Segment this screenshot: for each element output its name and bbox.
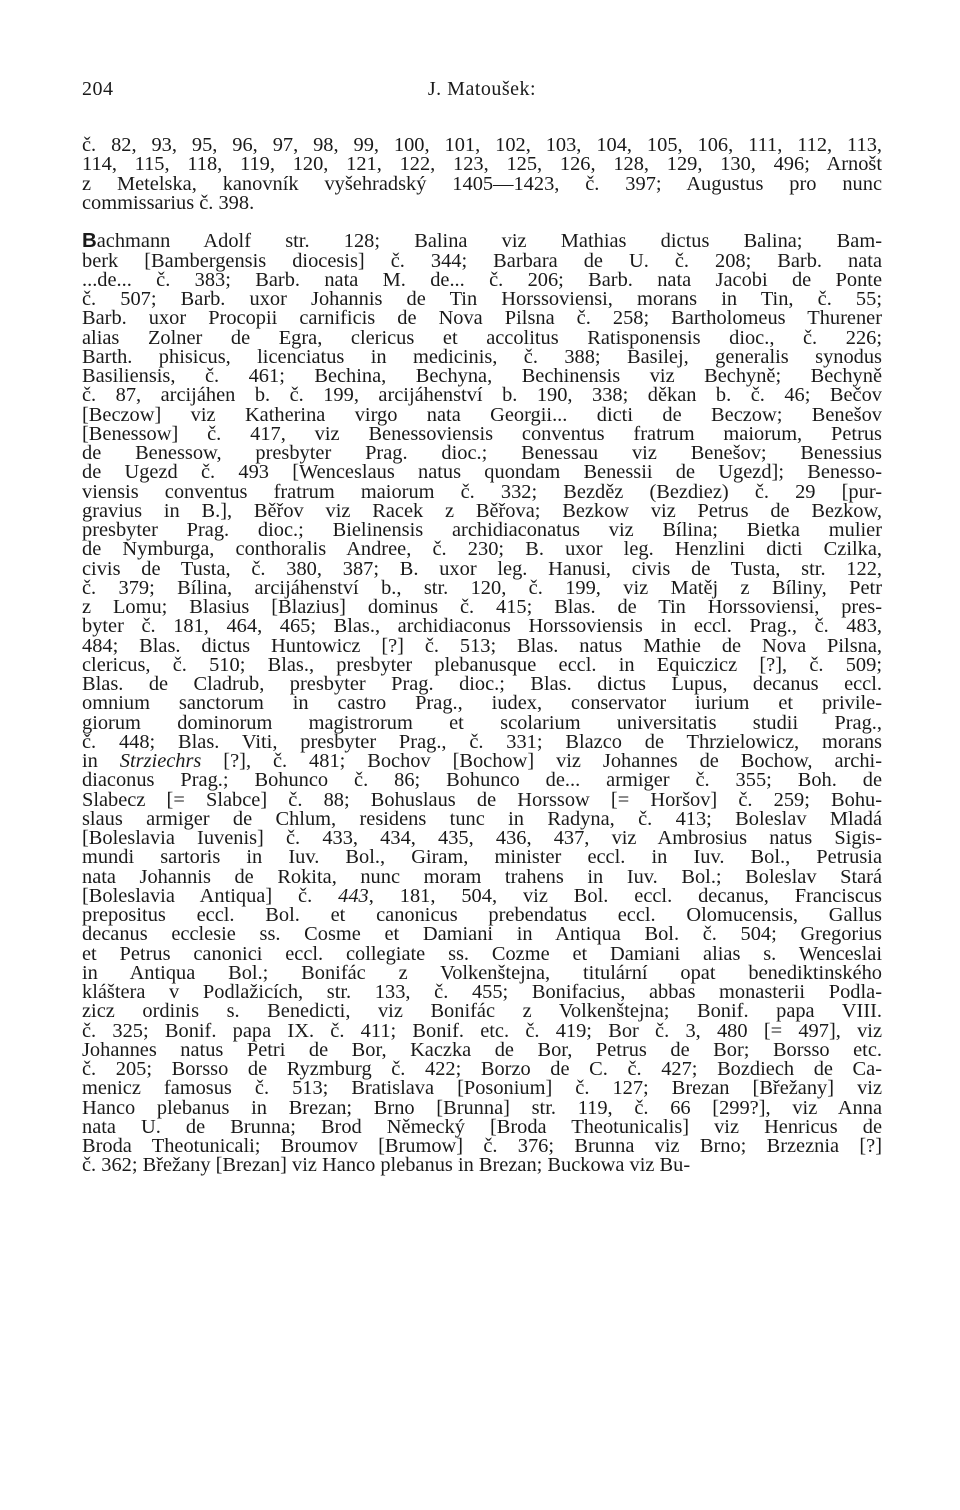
text-line: de Benessow, presbyter Prag. dioc.; Benessau viz Benešov; Benessius xyxy=(82,442,882,464)
text-line: berk [Bambergensis diocesis] č. 344; Barbara de U. č. 208; Barb. nata xyxy=(82,249,882,272)
text-line: clericus, č. 510; Blas., presbyter plebanusque eccl. in Equiczicz [?], č. 509; xyxy=(82,653,882,676)
text-line: nata Johannis de Rokita, nunc moram trahens in Iuv. Bol.; Boleslav Stará xyxy=(82,865,882,888)
text-line: et Petrus canonici eccl. collegiate ss. Cozme et Damiani alias s. Wenceslai xyxy=(82,942,882,965)
text-line: presbyter Prag. dioc.; Bielinensis archidiaconatus viz Bílina; Bietka mulier xyxy=(82,519,882,541)
text-line: commissarius č. 398. xyxy=(82,191,255,214)
text-line: č. 362; Břežany [Brezan] viz Hanco plebanus in Brezan; Buckowa viz Bu- xyxy=(82,1154,691,1177)
text-line: diaconus Prag.; Bohunco č. 86; Bohunco de... armiger č. 355; Boh. de xyxy=(82,769,882,792)
book-page xyxy=(82,78,882,1176)
text-line: z Metelska, kanovník vyšehradský 1405—1423, č. 397; Augustus pro nunc xyxy=(82,172,882,195)
index-text xyxy=(82,136,882,1176)
text-line: in Strziechrs [?], č. 481; Bochov [Bochow] viz Johannes de Bochow, archi- xyxy=(82,750,882,772)
text-line: č. 325; Bonif. papa IX. č. 411; Bonif. etc. č. 419; Bor č. 3, 480 [= 497], viz xyxy=(82,1019,882,1042)
page-number: 204 xyxy=(82,78,114,100)
text-line: 484; Blas. dictus Huntowicz [?] č. 513; Blas. natus Mathie de Nova Pilsna, xyxy=(82,634,882,657)
italic-term: Strziechrs xyxy=(119,750,202,772)
text-line: č. 82, 93, 95, 96, 97, 98, 99, 100, 101, 102, 103, 104, 105, 106, 111, 112, 113, xyxy=(82,134,882,156)
text-line: Basiliensis, č. 461; Bechina, Bechyna, Bechinensis viz Bechyně; Bechyně xyxy=(82,365,882,387)
text-line: decanus ecclesie ss. Cosme et Damiani in Antiqua Bol. č. 504; Gregorius xyxy=(82,923,882,946)
text-line: de Nymburga, conthoralis Andree, č. 230; B. uxor leg. Henzlini dicti Czilka, xyxy=(82,538,882,561)
text-line: mundi sartoris in Iuv. Bol., Giram, minister eccl. in Iuv. Bol., Petrusia xyxy=(82,846,882,869)
text-line: giorum dominorum magistrorum et scolarium universitatis studii Prag., xyxy=(82,711,882,734)
text-line: Slabecz [= Slabce] č. 88; Bohuslaus de Horssow [= Horšov] č. 259; Bohu- xyxy=(82,788,882,811)
text-line: [Beczow] viz Katherina virgo nata Georgii... dicti de Beczow; Benešov xyxy=(82,403,882,426)
text-line: omnium sanctorum in castro Prag., iudex, conservator iurium et privile- xyxy=(82,692,882,715)
text-line: kláštera v Podlažicích, str. 133, č. 455; Bonifacius, abbas monasterii Podla- xyxy=(82,981,882,1003)
text-line: [Boleslavia Iuvenis] č. 433, 434, 435, 436, 437, viz Ambrosius natus Sigis- xyxy=(82,827,882,849)
text-line: in Antiqua Bol.; Bonifác z Volkenštejna, titulární opat benediktinského xyxy=(82,961,882,984)
text-line: 114, 115, 118, 119, 120, 121, 122, 123, 125, 126, 128, 129, 130, 496; Arnošt xyxy=(82,153,882,176)
text-line: alias Zolner de Egra, clericus et accolitus Ratisponensis dioc., č. 226; xyxy=(82,326,882,349)
text-line: Johannes natus Petri de Bor, Kaczka de Bor, Petrus de Bor; Borsso etc. xyxy=(82,1038,882,1061)
text-line: Bachmann Adolf str. 128; Balina viz Mathias dictus Balina; Bam- xyxy=(82,230,882,253)
text-line: byter č. 181, 464, 465; Blas., archidiaconus Horssoviensis in eccl. Prag., č. 483, xyxy=(82,615,882,638)
text-line: gravius in B.], Běřov viz Racek z Běřova; Bezkow viz Petrus de Bezkow, xyxy=(82,499,882,522)
text-line: [Benessow] č. 417, viz Benessoviensis conventus fratrum maiorum, Petrus xyxy=(82,422,882,445)
text-line: zicz ordinis s. Benedicti, viz Bonifác z Volkenštejna; Bonif. papa VIII. xyxy=(82,1000,882,1023)
running-head-author: J. Matoušek: xyxy=(427,78,537,100)
text-line: viensis conventus fratrum maiorum č. 332; Bezděz (Bezdiez) č. 29 [pur- xyxy=(82,480,882,503)
text-line: č. 448; Blas. Viti, presbyter Prag., č. 331; Blazco de Thrzielowicz, morans xyxy=(82,730,882,753)
text-line: č. 87, arcijáhen b. č. 199, arcijáhenství b. 190, 338; děkan b. č. 46; Bečov xyxy=(82,384,882,407)
text-line: [Boleslavia Antiqua] č. 443, 181, 504, viz Bol. eccl. decanus, Franciscus xyxy=(82,884,882,907)
text-line: civis de Tusta, č. 380, 387; B. uxor leg. Hanusi, civis de Tusta, str. 122, xyxy=(82,557,882,580)
text-line: Barth. phisicus, licenciatus in medicinis, č. 388; Basilej, generalis synodus xyxy=(82,345,882,368)
text-line: z Lomu; Blasius [Blazius] dominus č. 415; Blas. de Tin Horssoviensi, pres- xyxy=(82,596,882,618)
text-line: č. 205; Borsso de Ryzmburg č. 422; Borzo de C. č. 427; Bozdiech de Ca- xyxy=(82,1058,882,1080)
text-line: č. 507; Barb. uxor Johannis de Tin Horssoviensi, morans in Tin, č. 55; xyxy=(82,288,882,310)
text-line: č. 379; Bílina, arcijáhenství b., str. 120, č. 199, viz Matěj z Bíliny, Petr xyxy=(82,576,882,599)
text-line: prepositus eccl. Bol. et canonicus prebendatus eccl. Olomucensis, Gallus xyxy=(82,904,882,926)
running-head xyxy=(82,78,882,108)
text-line: Blas. de Cladrub, presbyter Prag. dioc.; Blas. dictus Lupus, decanus eccl. xyxy=(82,673,882,695)
text-line: ...de... č. 383; Barb. nata M. de... č. 206; Barb. nata Jacobi de Ponte xyxy=(82,268,882,291)
text-line: Broda Theotunicali; Broumov [Brumow] č. 376; Brunna viz Brno; Brzeznia [?] xyxy=(82,1135,882,1157)
paragraph-initial: B xyxy=(82,230,97,253)
text-line: slaus armiger de Chlum, residens tunc in Radyna, č. 413; Boleslav Mladá xyxy=(82,807,882,830)
text-line: de Ugezd č. 493 [Wenceslaus natus quondam Benessii de Ugezd]; Benesso- xyxy=(82,461,882,484)
text-line: Barb. uxor Procopii carnificis de Nova Pilsna č. 258; Bartholomeus Thurener xyxy=(82,307,882,330)
text-line: Hanco plebanus in Brezan; Brno [Brunna] str. 119, č. 66 [299?], viz Anna xyxy=(82,1096,882,1119)
italic-number: 443 xyxy=(338,884,369,907)
text-line: menicz famosus č. 513; Bratislava [Posonium] č. 127; Brezan [Břežany] viz xyxy=(82,1077,882,1100)
text-line: nata U. de Brunna; Brod Německý [Broda Theotunicalis] viz Henricus de xyxy=(82,1115,882,1138)
